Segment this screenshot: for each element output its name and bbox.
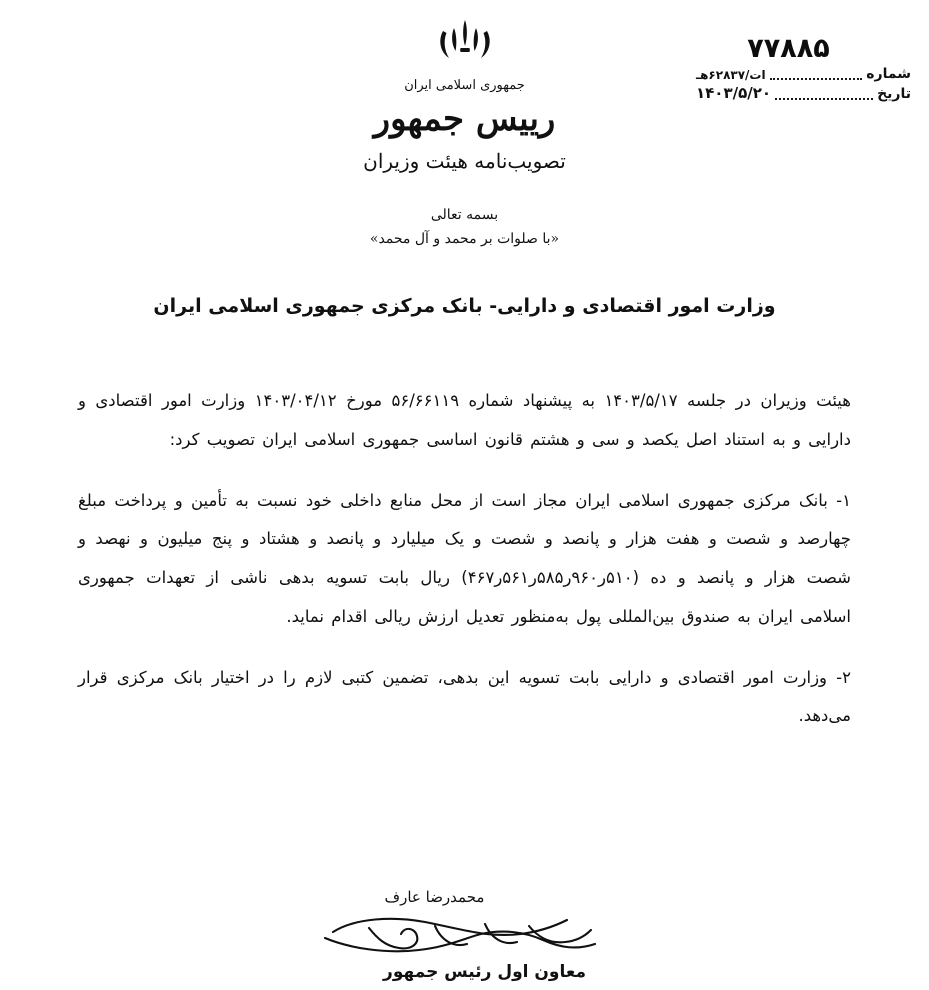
handwritten-signature-icon [315, 914, 615, 960]
addressee-line: وزارت امور اقتصادی و دارایی- بانک مرکزی جمهوری اسلامی ایران [153, 295, 776, 317]
signatory-name: محمدرضا عارف [384, 888, 485, 906]
document-masthead [0, 18, 929, 173]
reference-date-value: ۱۴۰۳/۵/۲۰ [696, 83, 772, 102]
reference-number-label: شماره [866, 65, 911, 82]
body-paragraph-clause-1: ۱- بانک مرکزی جمهوری اسلامی ایران مجاز است از محل منابع داخلی خود نسبت به تأمین و پرداخت مبلغ چهارصد و شصت و هفت هزار و پانصد و شصت و یک میلیارد و پانصد و هشتاد و پنج میلیون و نهصد و شصت هزار و پانصد و ده (۵۱۰ر۹۶۰ر۵۸۵ر۵۶۱ر۴۶۷) ریال بابت تسویه بدهی ناشی از تعهدات جمهوری اسلامی ایران به صندوق بین‌المللی پول به‌منظور تعدیل ارزش ریالی اقدام نماید. [78, 490, 851, 626]
invocation-line-1: بسمه تعالی [430, 207, 499, 223]
reference-secondary-value: ات/۶۲۸۳۷هـ [696, 67, 766, 82]
emblem-caption: جمهوری اسلامی ایران [404, 78, 525, 93]
invocation-block [0, 207, 929, 247]
signatory-title: معاون اول رئیس جمهور [383, 962, 586, 982]
document-body [78, 382, 851, 758]
invocation-line-2: «با صلوات بر محمد و آل محمد» [369, 231, 560, 247]
reference-number: ۷۷۸۸۵ [747, 33, 830, 64]
masthead-title: رییس جمهور [373, 99, 556, 139]
iran-emblem-icon [427, 18, 503, 76]
reference-date-label: تاریخ [877, 85, 911, 102]
signature-block [0, 888, 929, 982]
body-paragraph-preamble: هیئت وزیران در جلسه ۱۴۰۳/۵/۱۷ به پیشنهاد شماره ۵۶/۶۶۱۱۹ مورخ ۱۴۰۳/۰۴/۱۲ وزارت امور اقتصادی و دارایی و به استناد اصل یکصد و سی و هشتم قانون اساسی جمهوری اسلامی ایران تصویب کرد: [78, 391, 851, 449]
masthead-subtitle: تصویب‌نامه هیئت وزیران [363, 149, 566, 173]
body-paragraph-clause-2: ۲- وزارت امور اقتصادی و دارایی بابت تسویه این بدهی، تضمین کتبی لازم را در اختیار بانک مرکزی قرار می‌دهد. [78, 667, 851, 726]
